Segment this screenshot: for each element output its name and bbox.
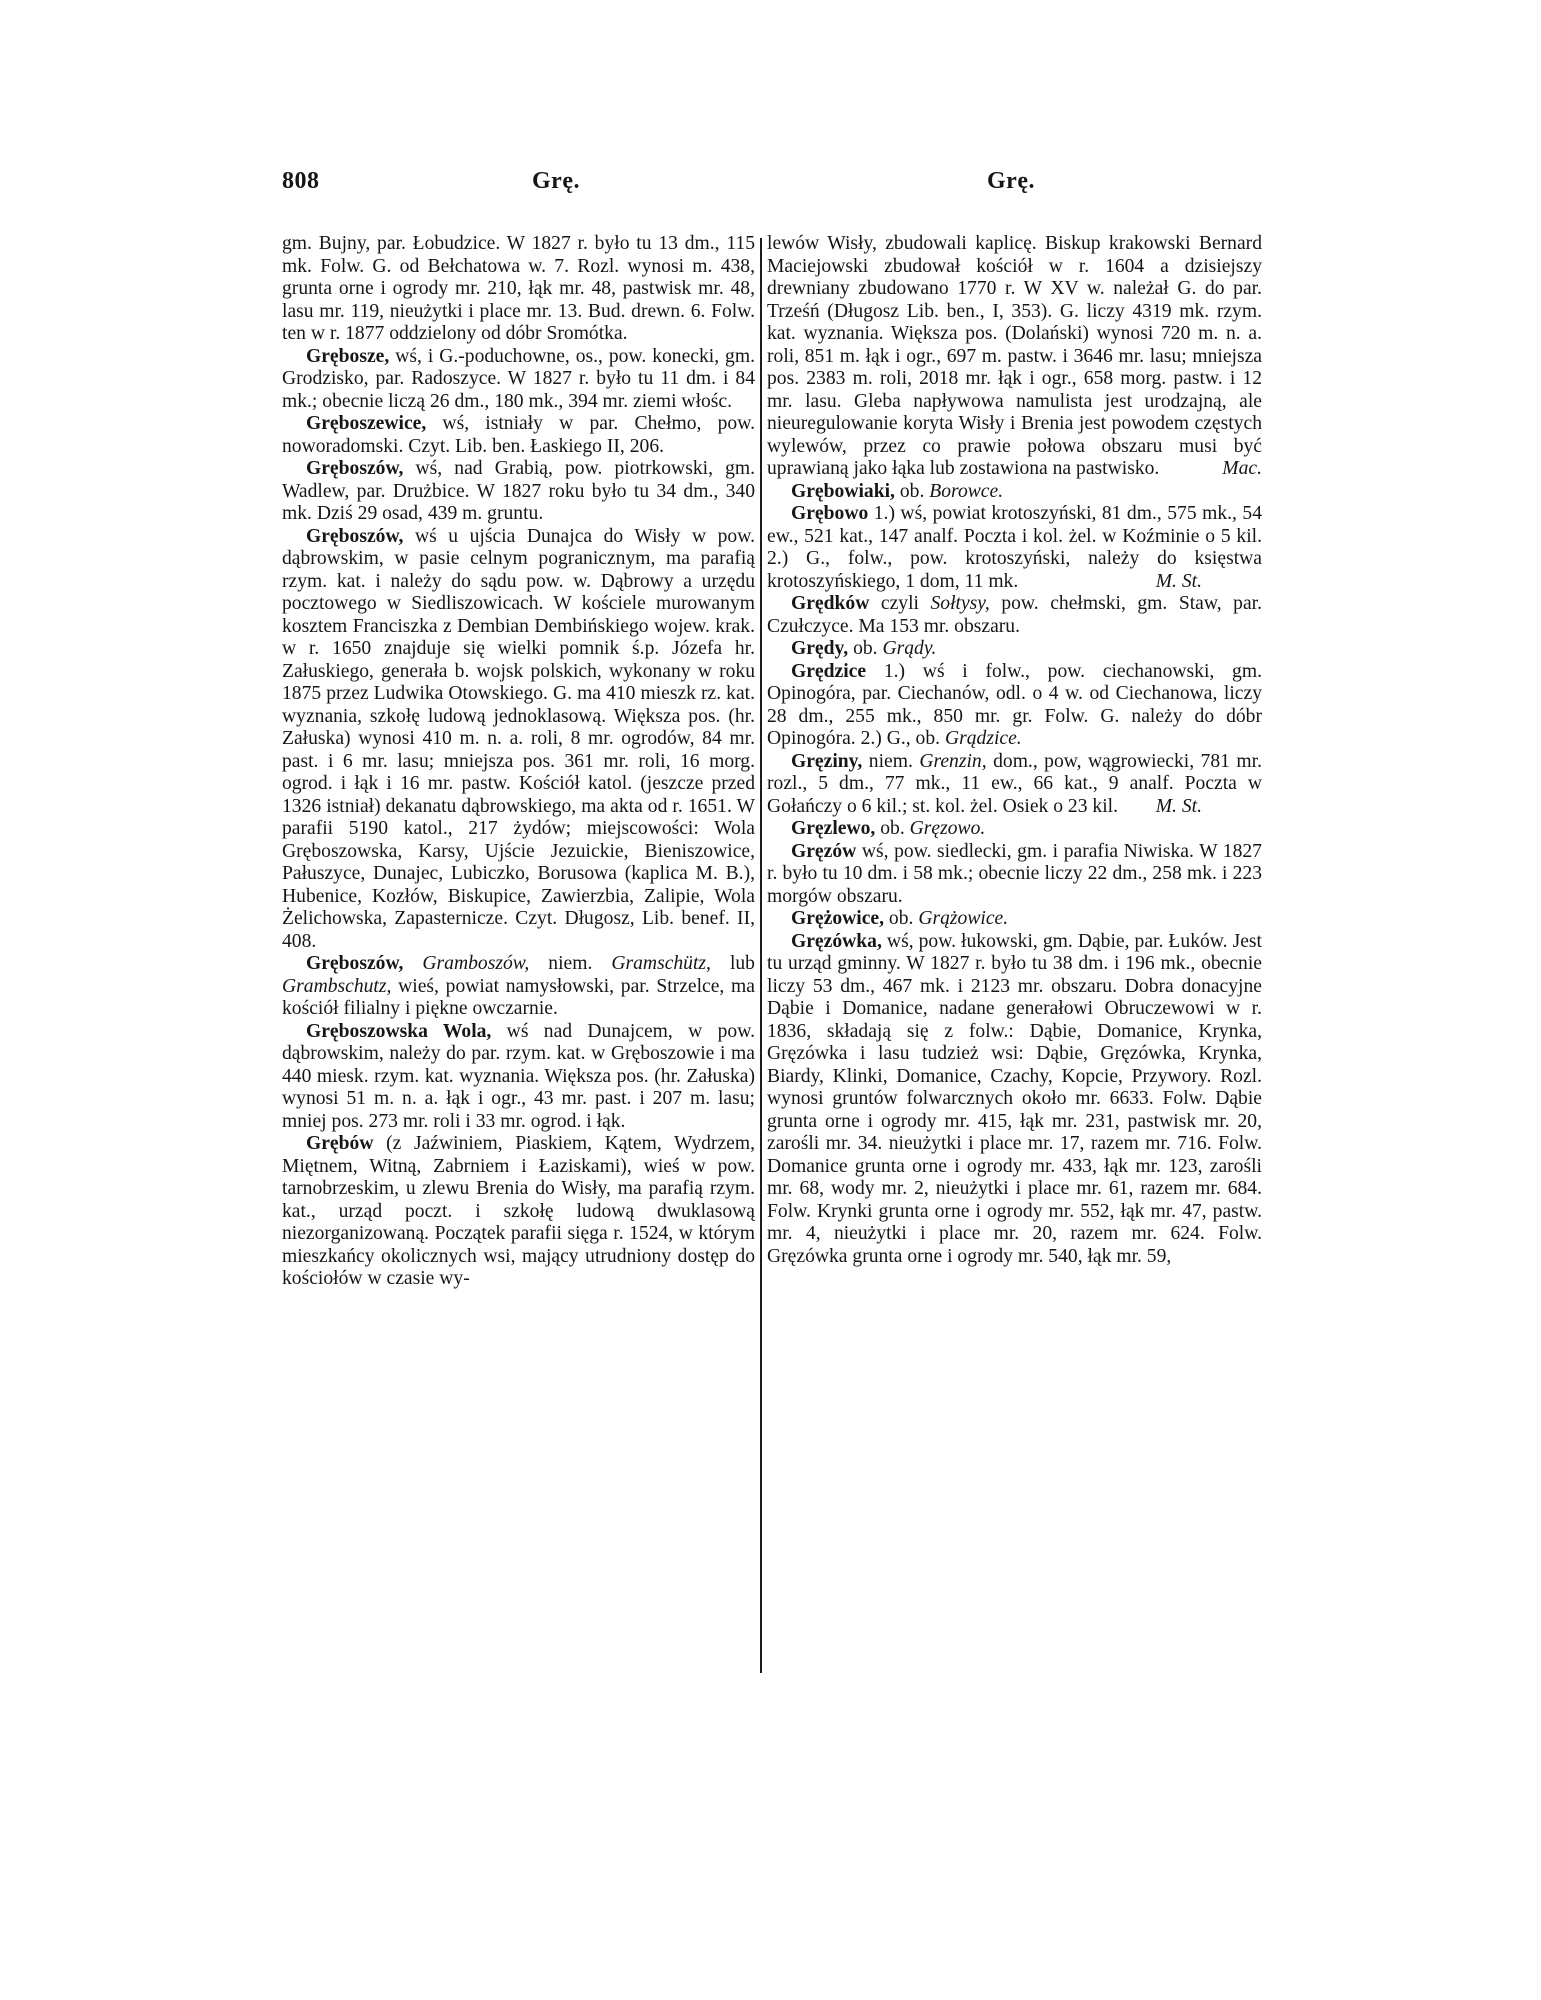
running-head-left: Grę. <box>532 168 580 194</box>
dictionary-entry <box>767 638 1262 661</box>
dictionary-entry <box>282 458 755 526</box>
entry-headword: Grębów <box>306 1133 374 1154</box>
entry-text: ob. <box>880 818 905 839</box>
entry-headword: Grębowiaki, <box>791 480 895 502</box>
entry-headword: Gręziny, <box>791 750 863 772</box>
entry-reference: Grążowice. <box>918 908 1009 929</box>
entry-headword: Gręboszów, <box>306 953 404 974</box>
dictionary-entry <box>767 908 1262 931</box>
entry-headword: Gręzów <box>791 840 857 862</box>
dictionary-entry <box>282 953 755 1021</box>
entry-text: wś u ujścia Dunajca do Wisły w pow. dąbrowskim, w pasie celnym pogranicznym, ma parafią rzym. kat. i należy do sądu pow. w. Dąbrowy a urzędu pocztowego w Siedliszowicach. W kościele murowanym kosztem Franciszka z Dembian Dembińskiego wojew. krak. w r. 1650 znajduje się wielki pomnik ś.p. Józefa hr. Załuskiego, generała b. wojsk polskich, wykonany w roku 1875 przez Ludwika Otowskiego. G. ma 410 mieszk rz. kat. wyznania, szkołę ludową jednoklasową. Większa pos. (hr. Załuska) wynosi 410 m. n. a. roli, 8 mr. ogrodów, 84 mr. past. i 6 mr. lasu; mniejsza pos. 361 mr. roli, 16 morg. ogrod. i łąk i 16 mr. pastw. Kościół katol. (jeszcze przed 1326 istniał) dekanatu dąbrowskiego, ma akta od r. 1651. W parafii 5190 katol., 217 żydów; miejscowości: Wola Gręboszowska, Karsy, Ujście Jezuickie, Bieniszowice, Pałuszyce, Dunajec, Lubiczko, Borusowa (kaplica M. B.), Hubenice, Kozłów, Biskupice, Zawierzbia, Zalipie, Wola Żelichowska, Zapasternicze. Czyt. Długosz, Lib. benef. II, 408. <box>282 525 755 952</box>
author-signature: Mac. <box>1222 458 1262 479</box>
entry-continuation <box>282 233 755 346</box>
dictionary-entry <box>767 661 1262 751</box>
dictionary-entry <box>282 413 755 458</box>
entry-text: ob. <box>888 908 914 929</box>
dictionary-entry <box>767 931 1262 1269</box>
left-column <box>282 233 755 1291</box>
entry-reference: Grądzice. <box>944 728 1022 749</box>
entry-headword: Grężowice, <box>791 908 885 929</box>
entry-headword: Gręboszewice, <box>306 413 427 434</box>
dictionary-entry <box>282 526 755 954</box>
entry-headword: Gręboszów, <box>306 525 404 547</box>
entry-text: wś, nad Grabią, pow. piotrkowski, gm. Wadlew, par. Drużbice. W 1827 roku było tu 34 dm., 340 mk. Dziś 29 osad, 439 m. gruntu. <box>282 458 756 524</box>
entry-headword: Gręzówka, <box>791 930 882 952</box>
entry-headword: Grędków <box>791 593 870 614</box>
dictionary-entry <box>282 1021 755 1134</box>
entry-text: lub <box>729 953 755 974</box>
entry-headword: Grębosze, <box>306 345 390 367</box>
entry-headword: Grędzice <box>791 660 867 682</box>
dictionary-entry <box>767 818 1262 841</box>
entry-headword: Gręboszów, <box>306 458 404 479</box>
entry-variant: Gramboszów, <box>422 953 530 974</box>
entry-text: wś, pow. siedlecki, gm. i parafia Niwiska. W 1827 r. było tu 10 dm. i 58 mk.; obecnie liczy 22 dm., 258 mk. i 223 morgów obszaru. <box>767 840 1262 907</box>
entry-text: niem. <box>548 953 593 974</box>
dictionary-entry <box>282 346 755 414</box>
author-signature: M. St. <box>1155 570 1202 592</box>
entry-variant: Grambschutz, <box>282 975 392 997</box>
dictionary-entry <box>767 481 1262 504</box>
running-head-right: Grę. <box>987 168 1035 194</box>
entry-text: gm. Bujny, par. Łobudzice. W 1827 r. było tu 13 dm., 115 mk. Folw. G. od Bełchatowa w. 7. Rozl. wynosi m. 438, grunta orne i ogrody mr. 210, łąk mr. 48, pastwisk mr. 48, lasu mr. 119, nieużytki i place mr. 13. Bud. drewn. 6. Folw. ten w r. 1877 oddzielony od dóbr Sromótka. <box>282 233 755 344</box>
page-number: 808 <box>282 168 320 194</box>
dictionary-entry <box>767 503 1262 593</box>
entry-text: ob. <box>899 480 925 502</box>
entry-headword: Grędy, <box>791 638 849 659</box>
entry-reference: Borowce. <box>929 480 1004 502</box>
entry-text: ob. <box>853 638 878 659</box>
entry-headword: Gręboszowska Wola, <box>306 1020 492 1042</box>
entry-text: (z Jaźwiniem, Piaskiem, Kątem, Wydrzem, Miętnem, Witną, Zabrniem i Łaziskami), wieś w pow. tarnobrzeskim, u zlewu Brenia do Wisły, ma parafią rzym. kat., urząd poczt. i szkołę ludową dwuklasową niezorganizowaną. Początek parafii sięga r. 1524, w którym mieszkańcy okolicznych wsi, mający utrudniony dostęp do kościołów w czasie wy- <box>282 1133 755 1289</box>
entry-text: 1.) wś i folw., pow. ciechanowski, gm. Opinogóra, par. Ciechanów, odl. o 4 w. od Ciechanowa, liczy 28 dm., 255 mk., 850 mr. gr. Folw. G. należy do dóbr Opinogóra. 2.) G., ob. <box>767 660 1262 749</box>
entry-reference: Grądy. <box>882 638 937 659</box>
entry-text: lewów Wisły, zbudowali kaplicę. Biskup krakowski Bernard Maciejowski zbudował kościół w r. 1604 a dzisiejszy drewniany zbudowano 1770 r. W XV w. należał G. do par. Trześń (Długosz Lib. ben., I, 353). G. liczy 4319 mk. rzym. kat. wyznania. Większa pos. (Dolański) wynosi 720 m. n. a. roli, 851 m. łąk i ogr., 697 m. pastw. i 3646 mr. lasu; mniejsza pos. 2383 m. roli, 2018 mr. łąk i ogr., 658 morg. pastw. i 12 mr. lasu. Gleba napływowa namulista jest urodzajną, ale nieuregulowanie koryta Wisły i Brenia jest powodem częstych wylewów, przez co prawie połowa obszaru musi być uprawianą jako łąka lub zostawiona na pastwisko. <box>767 233 1262 479</box>
entry-text: wś nad Dunajcem, w pow. dąbrowskim, należy do par. rzym. kat. w Gręboszowie i ma 440 miesk. rzym. kat. wyznania. Większa pos. (hr. Załuska) wynosi 51 m. n. a. łąk i ogr., 43 mr. past. i 207 m. lasu; mniej pos. 273 mr. roli i 33 mr. ogrod. i łąk. <box>282 1020 755 1132</box>
column-divider <box>760 238 762 1673</box>
right-column <box>767 233 1262 1268</box>
entry-variant: Gramschütz, <box>611 953 711 974</box>
entry-text: pow. chełmski, gm. Staw, par. Czułczyce. Ma 153 mr. obszaru. <box>767 593 1262 637</box>
dictionary-entry <box>282 1133 755 1291</box>
entry-text: 1.) wś, powiat krotoszyński, 81 dm., 575 mk., 54 ew., 521 kat., 147 analf. Poczta i kol. żel. w Koźminie o 5 kil. 2.) G., folw., pow. krotoszyński, należy do księstwa krotoszyńskiego, 1 dom, 11 mk. <box>767 503 1262 592</box>
author-signature: M. St. <box>1155 795 1202 817</box>
dictionary-entry <box>767 841 1262 909</box>
entry-text: dom., pow, wągrowiecki, 781 mr. rozl., 5 dm., 77 mk., 11 ew., 66 kat., 9 analf. Poczta w Gołańczy o 6 kil.; st. kol. żel. Osiek o 23 kil. <box>767 750 1262 817</box>
dictionary-entry <box>767 751 1262 819</box>
dictionary-entry <box>767 593 1262 638</box>
entry-text: czyli <box>880 593 919 614</box>
entry-text: wś, pow. łukowski, gm. Dąbie, par. Łuków. Jest tu urząd gminny. W 1827 r. było tu 38 dm. i 196 mk., obecnie liczy 53 dm., 467 mk. i 2123 mr. obszaru. Dobra donacyjne Dąbie i Domanice, nadane generałowi Obruczewowi w r. 1836, składają się z folw.: Dąbie, Domanice, Krynka, Gręzówka i lasu tudzież wsi: Dąbie, Gręzówka, Krynka, Biardy, Klinki, Domanice, Czachy, Kopcie, Przywory. Rozl. wynosi gruntów folwarcznych około mr. 6633. Folw. Dąbie grunta orne i ogrody mr. 415, łąk mr. 231, pastwisk mr. 20, zarośli mr. 34. nieużytki i place mr. 17, razem mr. 716. Folw. Domanice grunta orne i ogrody mr. 433, łąk mr. 123, zarośli mr. 68, wody mr. 2, nieużytki i place mr. 61, razem mr. 684. Folw. Krynki grunta orne i ogrody mr. 552, łąk mr. 47, pastw. mr. 4, nieużytki i place mr. 20, razem mr. 624. Folw. Gręzówka grunta orne i ogrody mr. 540, łąk mr. 59, <box>767 930 1262 1267</box>
entry-reference: Gręzowo. <box>909 818 986 839</box>
entry-text: wś, i G.-poduchowne, os., pow. konecki, gm. Grodzisko, par. Radoszyce. W 1827 r. było tu 11 dm. i 84 mk.; obecnie liczą 26 dm., 180 mk., 394 mr. ziemi włośc. <box>282 345 755 412</box>
entry-variant: Grenzin, <box>919 750 987 772</box>
entry-headword: Gręzlewo, <box>791 818 876 839</box>
entry-text: niem. <box>868 750 913 772</box>
entry-continuation <box>767 233 1262 481</box>
entry-variant: Sołtysy, <box>930 593 990 614</box>
entry-text: wieś, powiat namysłowski, par. Strzelce, ma kościół filialny i piękne owczarnie. <box>282 975 755 1019</box>
entry-text: wś, istniały w par. Chełmo, pow. noworadomski. Czyt. Lib. ben. Łaskiego II, 206. <box>282 413 755 457</box>
entry-headword: Grębowo <box>791 503 869 524</box>
